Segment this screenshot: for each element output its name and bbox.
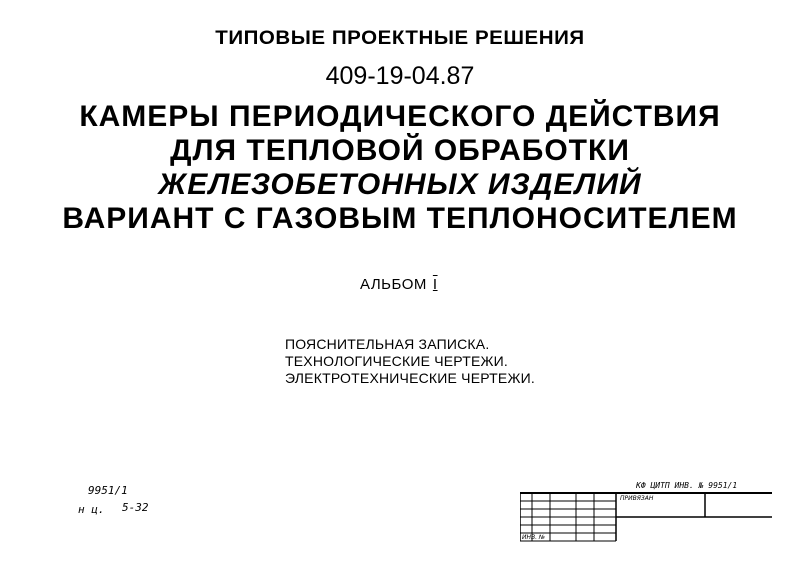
contents-item: ЭЛЕКТРОТЕХНИЧЕСКИЕ ЧЕРТЕЖИ. [285,370,535,386]
series-title: ТИПОВЫЕ ПРОЕКТНЫЕ РЕШЕНИЯ [215,28,585,49]
title-line-4: ВАРИАНТ С ГАЗОВЫМ ТЕПЛОНОСИТЕЛЕМ [62,202,738,235]
contents-list [285,336,535,387]
stamp-inv-label: ИНВ. № [522,534,546,541]
title-line-2: ДЛЯ ТЕПЛОВОЙ ОБРАБОТКИ [170,134,630,167]
album-number: I [432,276,438,293]
stamp-binding-label: ПРИВЯЗАН [620,495,654,502]
title-line-3: ЖЕЛЕЗОБЕТОННЫХ ИЗДЕЛИЙ [158,168,642,201]
document-number: 409-19-04.87 [325,62,475,90]
stamp-inventory-line: КФ ЦИТП ИНВ. № 9951/1 [636,481,738,490]
album-label [360,276,438,293]
title-line-1: КАМЕРЫ ПЕРИОДИЧЕСКОГО ДЕЙСТВИЯ [79,100,721,133]
handwritten-nc-value: 5-32 [122,501,149,514]
title-stamp-block [520,492,772,542]
handwritten-nc-label: н ц. [78,503,105,516]
album-word: АЛЬБОМ [360,276,427,293]
contents-item: ПОЯСНИТЕЛЬНАЯ ЗАПИСКА. [285,336,490,352]
handwritten-inventory-number: 9951/1 [88,484,128,497]
contents-item: ТЕХНОЛОГИЧЕСКИЕ ЧЕРТЕЖИ. [285,353,508,369]
